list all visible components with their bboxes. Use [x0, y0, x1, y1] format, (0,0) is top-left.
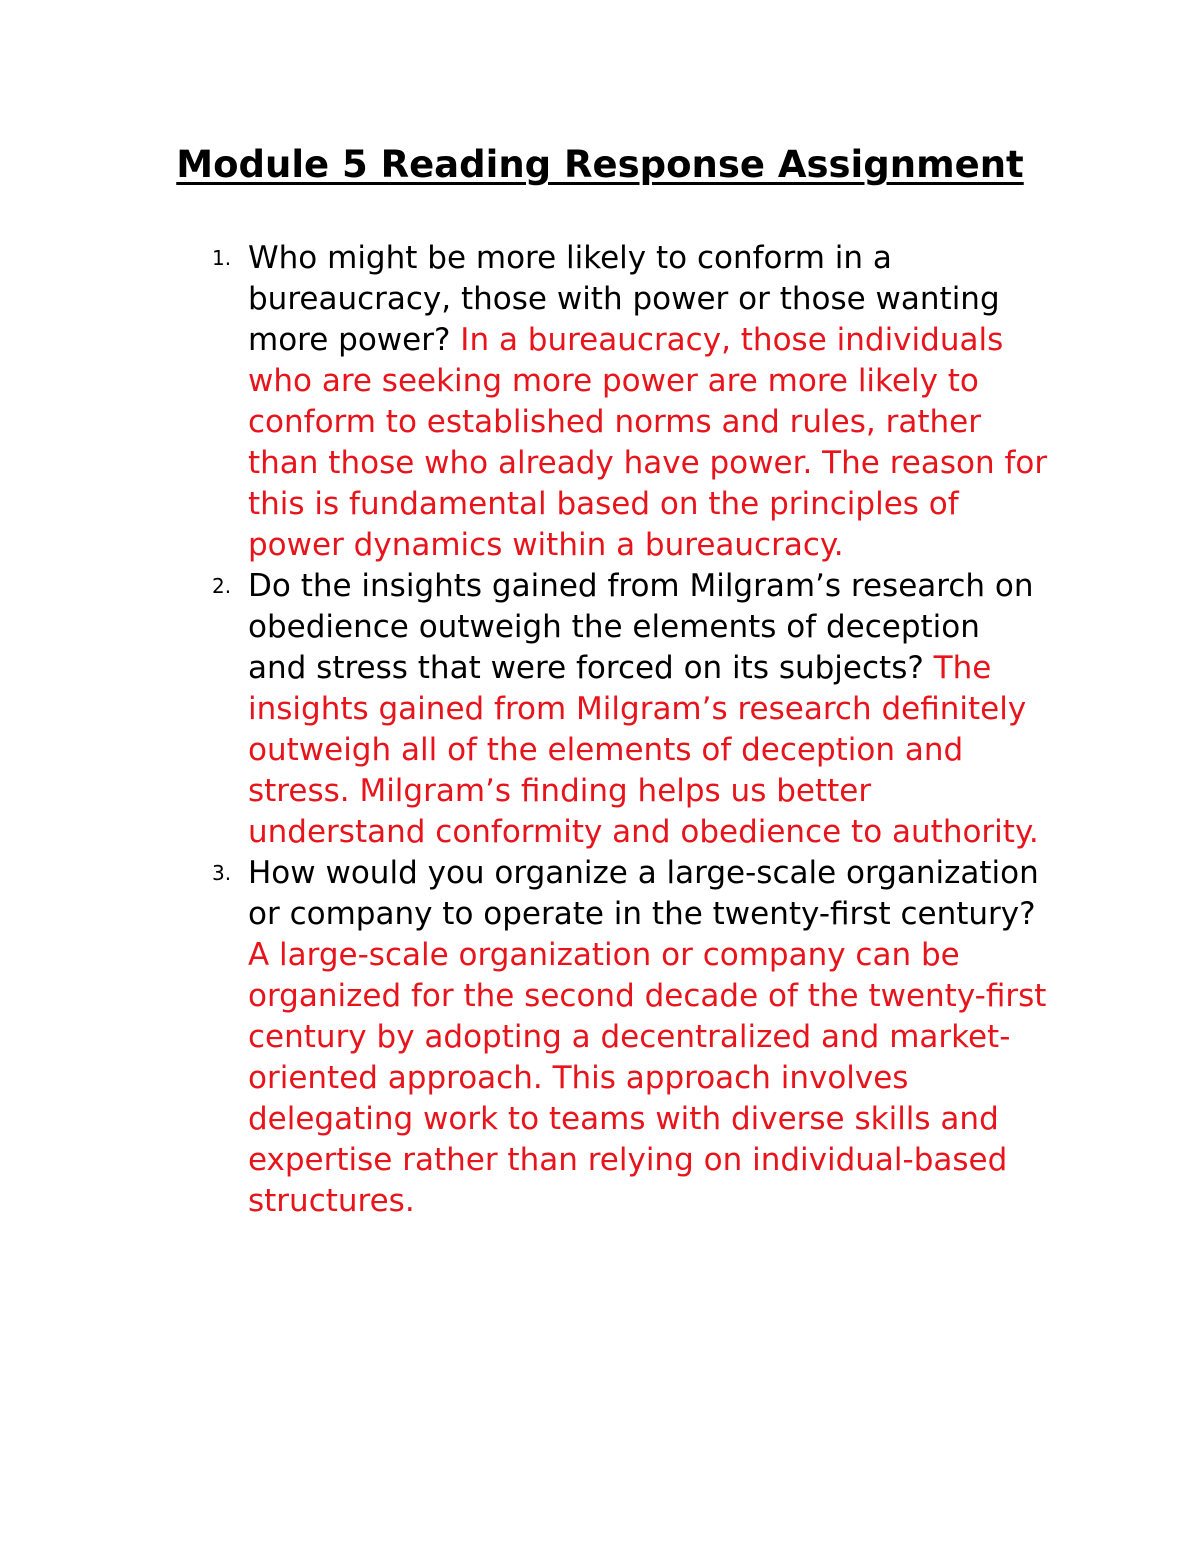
question-list [212, 238, 1048, 1222]
list-number: 2. [212, 574, 232, 598]
answer-text: In a bureaucracy, those individuals who are seeking more power are more likely to conform to established norms and rules, rather than those who already have power. The reason for this is fundamental based on the principles of power dynamics within a bureaucracy. [248, 322, 1048, 563]
page-title: Module 5 Reading Response Assignment [176, 143, 1024, 186]
question-text: How would you organize a large-scale organization or company to operate in the twenty-first century? [248, 855, 1039, 932]
question-item-3 [212, 853, 1048, 1222]
question-item-1 [212, 238, 1048, 566]
list-number: 3. [212, 861, 232, 885]
answer-text: The insights gained from Milgram’s research definitely outweigh all of the elements of deception and stress. Milgram’s finding helps us better understand conformity and obedience to authority. [248, 650, 1039, 850]
question-item-2 [212, 566, 1048, 853]
answer-text: A large-scale organization or company can be organized for the second decade of the twenty-first century by adopting a decentralized and market-oriented approach. This approach involves delegating work to teams with diverse skills and expertise rather than relying on individual-based structures. [248, 937, 1047, 1219]
question-text: Do the insights gained from Milgram’s research on obedience outweigh the elements of deception and stress that were forced on its subjects? [248, 568, 1034, 686]
question-text: Who might be more likely to conform in a bureaucracy, those with power or those wanting more power? [248, 240, 1000, 358]
list-number: 1. [212, 246, 232, 270]
